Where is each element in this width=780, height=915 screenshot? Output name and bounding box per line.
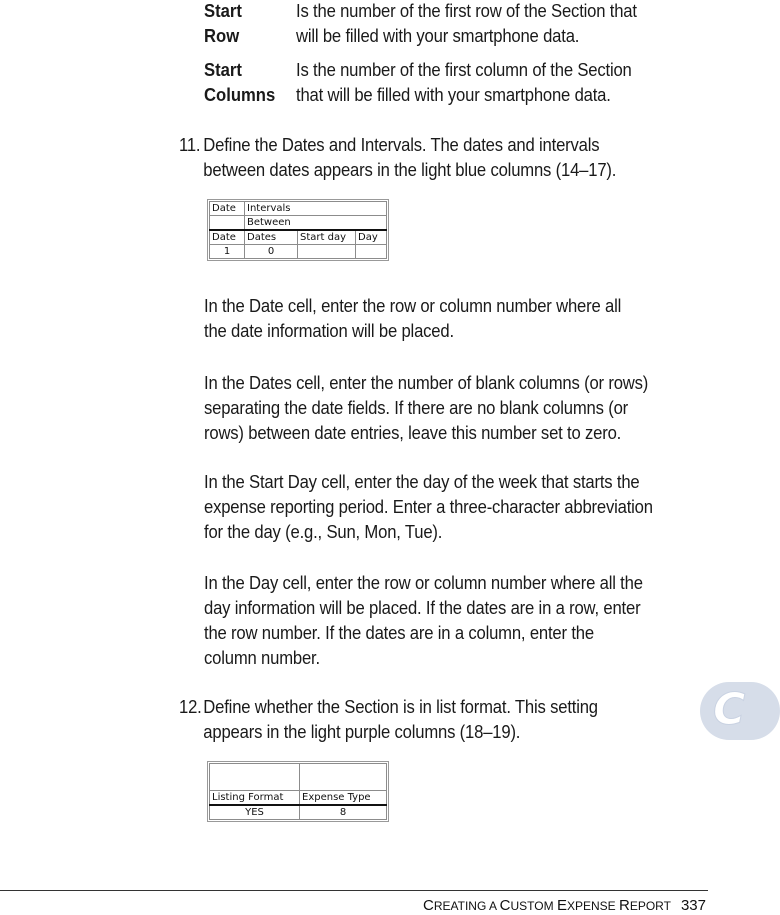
table-cell: 1 [210, 245, 245, 259]
footer-char: E [556, 897, 567, 914]
footer-char: C [423, 897, 434, 914]
para-line: In the Start Day cell, enter the day of the week that starts the [204, 471, 640, 492]
para-line: In the Dates cell, enter the number of blank columns (or rows) [204, 372, 649, 393]
step-12 [179, 694, 598, 744]
para-line: rows) between date entries, leave this number set to zero. [204, 422, 622, 443]
step-text: Define whether the Section is in list format. This setting [203, 696, 598, 717]
step-text: between dates appears in the light blue columns (14–17). [203, 159, 617, 180]
term-line: Row [204, 25, 240, 46]
para-line: for the day (e.g., Sun, Mon, Tue). [204, 521, 443, 542]
step-text: appears in the light purple columns (18–19). [203, 721, 521, 742]
table-cell [298, 245, 356, 259]
footer-text: USTOM [510, 899, 557, 913]
para-line: separating the date fields. If there are no blank columns (or [204, 397, 629, 418]
table-cell [210, 764, 300, 791]
step-11 [179, 132, 616, 182]
definition-start-row [296, 0, 637, 48]
para-line: column number. [204, 647, 320, 668]
list-format-table [209, 763, 387, 820]
page-number: 337 [680, 897, 706, 914]
table-cell: Between [245, 216, 387, 231]
running-footer [423, 897, 706, 915]
term-line: Start [204, 59, 242, 80]
footer-text: REATING A [433, 899, 500, 913]
footer-rule [0, 890, 708, 891]
def-line: that will be filled with your smartphone data. [296, 84, 611, 105]
table-cell [210, 216, 245, 231]
paragraph-day [204, 570, 643, 670]
footer-text: EPORT [629, 899, 671, 913]
footer-char: C [499, 897, 511, 914]
table-header-cell: Dates [245, 230, 298, 245]
table-header-cell: Expense Type [300, 791, 387, 806]
step-number: 11. [179, 134, 201, 155]
chapter-tab-letter: C [713, 684, 746, 735]
table-header-cell: Start day [298, 230, 356, 245]
term-line: Start [204, 0, 242, 21]
table-cell [356, 245, 387, 259]
table-cell: 8 [300, 805, 387, 820]
table-header-cell: Day [356, 230, 387, 245]
step-number: 12. [179, 696, 202, 717]
table-cell: Intervals [245, 202, 387, 216]
def-line: will be filled with your smartphone data. [296, 25, 580, 46]
para-line: the row number. If the dates are in a column, enter the [204, 622, 594, 643]
table-cell [300, 764, 387, 791]
para-line: expense reporting period. Enter a three-character abbreviation [204, 496, 653, 517]
table-cell: 0 [245, 245, 298, 259]
paragraph-start-day [204, 469, 653, 544]
table-cell: YES [210, 805, 300, 820]
footer-text: XPENSE [566, 899, 619, 913]
para-line: the date information will be placed. [204, 320, 454, 341]
para-line: In the Day cell, enter the row or column number where all the [204, 572, 643, 593]
def-line: Is the number of the first row of the Section that [296, 0, 637, 21]
term-start-row [204, 0, 242, 48]
paragraph-date [204, 293, 621, 343]
step-text: Define the Dates and Intervals. The dates and intervals [203, 134, 600, 155]
table-cell: Date [210, 202, 245, 216]
term-line: Columns [204, 84, 276, 105]
paragraph-dates [204, 370, 648, 445]
footer-char: R [619, 897, 630, 914]
para-line: In the Date cell, enter the row or column number where all [204, 295, 622, 316]
dates-intervals-table [209, 201, 387, 259]
table-header-cell: Date [210, 230, 245, 245]
term-start-columns [204, 57, 275, 107]
definition-start-columns [296, 57, 632, 107]
para-line: day information will be placed. If the dates are in a row, enter [204, 597, 641, 618]
table-header-cell: Listing Format [210, 791, 300, 806]
def-line: Is the number of the first column of the Section [296, 59, 632, 80]
